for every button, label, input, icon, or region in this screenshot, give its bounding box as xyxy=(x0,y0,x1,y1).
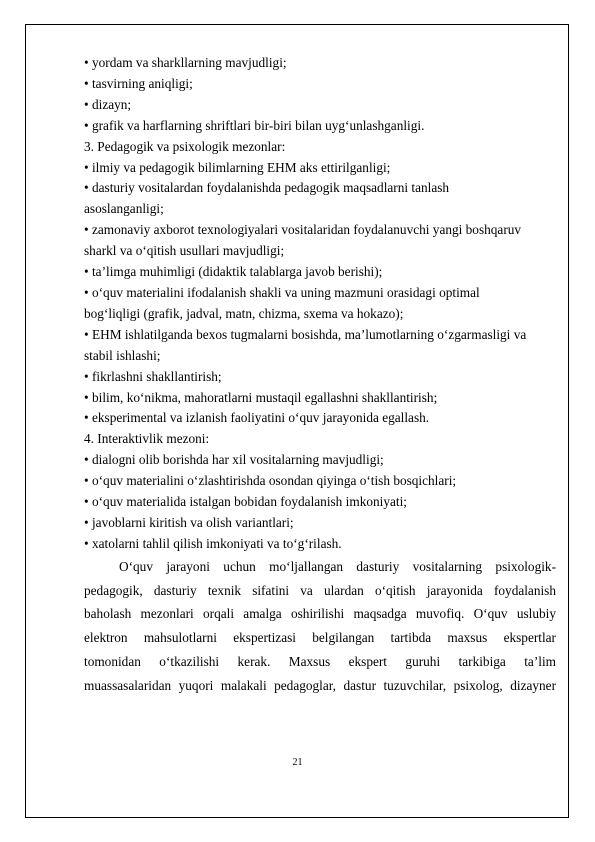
text-line: • eksperimental va izlanish faoliyatini o‘quv jarayonida egallash. xyxy=(84,410,430,426)
text-line: • fikrlashni shakllantirish; xyxy=(84,368,222,384)
text-line: • o‘quv materialini o‘zlashtirishda osondan qiyinga o‘tish bosqichlari; xyxy=(84,473,457,489)
text-line: • ilmiy va pedagogik bilimlarning EHM aks ettirilganligi; xyxy=(84,159,391,175)
text-line: • EHM ishlatilganda bexos tugmalarni bosishda, ma’lumotlarning o‘zgarmasligi va xyxy=(84,326,527,342)
body-paragraph-line: muassasalaridan yuqori malakali pedagoglar, dastur tuzuvchilar, psixolog, dizayner xyxy=(84,677,556,693)
text-line: • javoblarni kiritish va olish variantlari; xyxy=(84,514,294,530)
text-line: • ta’limga muhimligi (didaktik talablarga javob berishi); xyxy=(84,264,383,280)
text-line: • zamonaviy axborot texnologiyalari vositalaridan foydalanuvchi yangi boshqaruv xyxy=(84,222,522,238)
document-body xyxy=(84,53,556,698)
text-line: • yordam va sharkllarning mavjudligi; xyxy=(84,55,287,70)
body-paragraph-line: elektron mahsulotlarni ekspertizasi belgilangan tartibda maxsus ekspertlar xyxy=(84,630,556,646)
section-heading: 4. Interaktivlik mezoni: xyxy=(84,431,210,447)
page-number: 21 xyxy=(292,757,303,768)
section-heading: 3. Pedagogik va psixologik mezonlar: xyxy=(84,138,286,154)
text-line: • dizayn; xyxy=(84,96,132,112)
text-line: • dasturiy vositalardan foydalanishda pedagogik maqsadlarni tanlash xyxy=(84,180,450,196)
text-line: • o‘quv materialida istalgan bobidan foydalanish imkoniyati; xyxy=(84,494,407,510)
text-line: bog‘liqligi (grafik, jadval, matn, chizma, sxema va hokazo); xyxy=(84,305,404,321)
body-paragraph-line: tomonidan o‘tkazilishi kerak. Maxsus ekspert guruhi tarkibiga ta’lim xyxy=(84,653,556,669)
body-paragraph-line: pedagogik, dasturiy texnik sifatini va ulardan o‘qitish jarayonida foydalanish xyxy=(84,582,556,598)
text-line: stabil ishlashi; xyxy=(84,347,161,363)
body-paragraph-line: O‘quv jarayoni uchun mo‘ljallangan dasturiy vositalarning psixologik- xyxy=(119,558,556,574)
text-line: asoslanganligi; xyxy=(84,201,164,217)
text-line: • tasvirning aniqligi; xyxy=(84,75,193,91)
text-line: • bilim, ko‘nikma, mahoratlarni mustaqil egallashni shakllantirish; xyxy=(84,389,438,405)
text-line: • grafik va harflarning shriftlari bir-biri bilan uyg‘unlashganligi. xyxy=(84,117,425,133)
text-line: • dialogni olib borishda har xil vositalarning mavjudligi; xyxy=(84,452,384,468)
body-paragraph-line: baholash mezonlari orqali amalga oshirilishi maqsadga muvofiq. O‘quv uslubiy xyxy=(84,606,556,622)
text-line: • xatolarni tahlil qilish imkoniyati va to‘g‘rilash. xyxy=(84,535,342,551)
text-line: • o‘quv materialini ifodalanish shakli va uning mazmuni orasidagi optimal xyxy=(84,284,480,300)
text-line: sharkl va o‘qitish usullari mavjudligi; xyxy=(84,243,285,259)
